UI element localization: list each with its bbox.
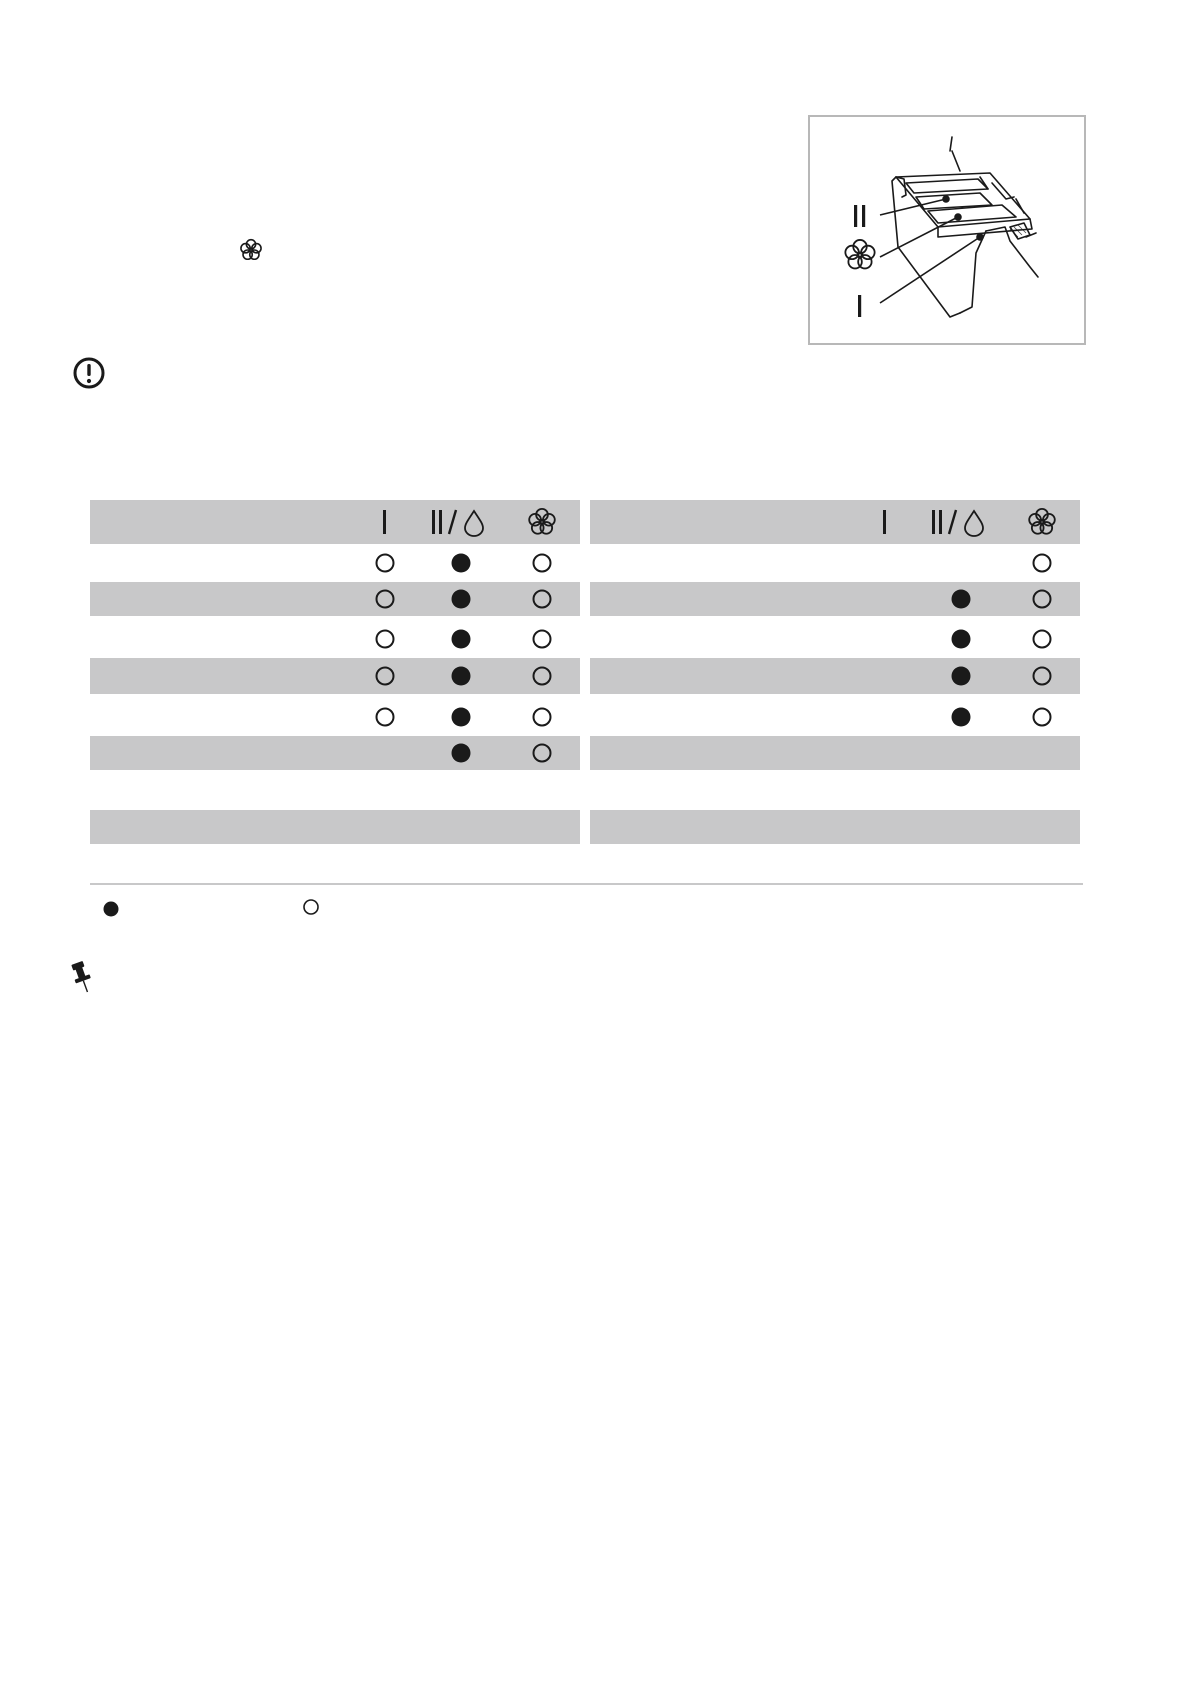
table-row — [90, 736, 580, 770]
filled-dot — [450, 588, 472, 610]
empty-circle — [374, 706, 396, 728]
table-row — [590, 736, 1080, 770]
empty-circle — [531, 665, 553, 687]
empty-circle — [374, 588, 396, 610]
empty-circle — [531, 742, 553, 764]
empty-circle — [374, 628, 396, 650]
filled-dot-legend — [102, 900, 120, 918]
table-row — [90, 810, 580, 844]
empty-circle — [531, 628, 553, 650]
compartment-II-liquid-header — [932, 508, 990, 536]
filled-dot — [450, 706, 472, 728]
softener-flower-icon — [845, 240, 874, 268]
pushpin-note-icon — [70, 960, 94, 994]
table-row — [90, 620, 580, 658]
filled-dot — [950, 706, 972, 728]
compartment-II-label — [854, 205, 865, 227]
table-row — [590, 620, 1080, 658]
empty-circle — [1031, 628, 1053, 650]
warning-circle-exclamation-icon — [72, 356, 106, 390]
table-row — [590, 582, 1080, 616]
table-row — [90, 582, 580, 616]
compartment-I-header — [883, 510, 887, 534]
detergent-drawer-illustration — [808, 115, 1086, 345]
empty-circle — [374, 665, 396, 687]
filled-dot — [450, 628, 472, 650]
table-row — [590, 774, 1080, 808]
filled-dot — [950, 665, 972, 687]
compartment-I-label — [858, 295, 861, 317]
empty-circle — [1031, 588, 1053, 610]
filled-dot — [450, 742, 472, 764]
table-header — [590, 500, 1080, 544]
empty-circle — [1031, 706, 1053, 728]
filled-dot — [450, 552, 472, 574]
empty-circle — [374, 552, 396, 574]
softener-flower-icon — [1026, 506, 1058, 538]
empty-circle — [531, 552, 553, 574]
table-row — [90, 774, 580, 808]
table-row — [90, 544, 580, 581]
empty-circle — [531, 706, 553, 728]
filled-dot — [950, 628, 972, 650]
table-header — [90, 500, 580, 544]
empty-circle — [1031, 665, 1053, 687]
filled-dot — [950, 588, 972, 610]
table-row — [590, 544, 1080, 581]
table-row — [590, 810, 1080, 844]
table-row — [90, 658, 580, 694]
empty-circle — [531, 588, 553, 610]
table-row — [90, 698, 580, 736]
table-divider — [90, 883, 1083, 885]
softener-flower-icon — [238, 237, 264, 263]
softener-flower-icon — [526, 506, 558, 538]
filled-dot — [450, 665, 472, 687]
empty-circle — [1031, 552, 1053, 574]
table-row — [590, 658, 1080, 694]
empty-circle-legend — [302, 898, 320, 916]
compartment-II-liquid-header — [432, 508, 490, 536]
table-row — [590, 698, 1080, 736]
compartment-I-header — [383, 510, 387, 534]
